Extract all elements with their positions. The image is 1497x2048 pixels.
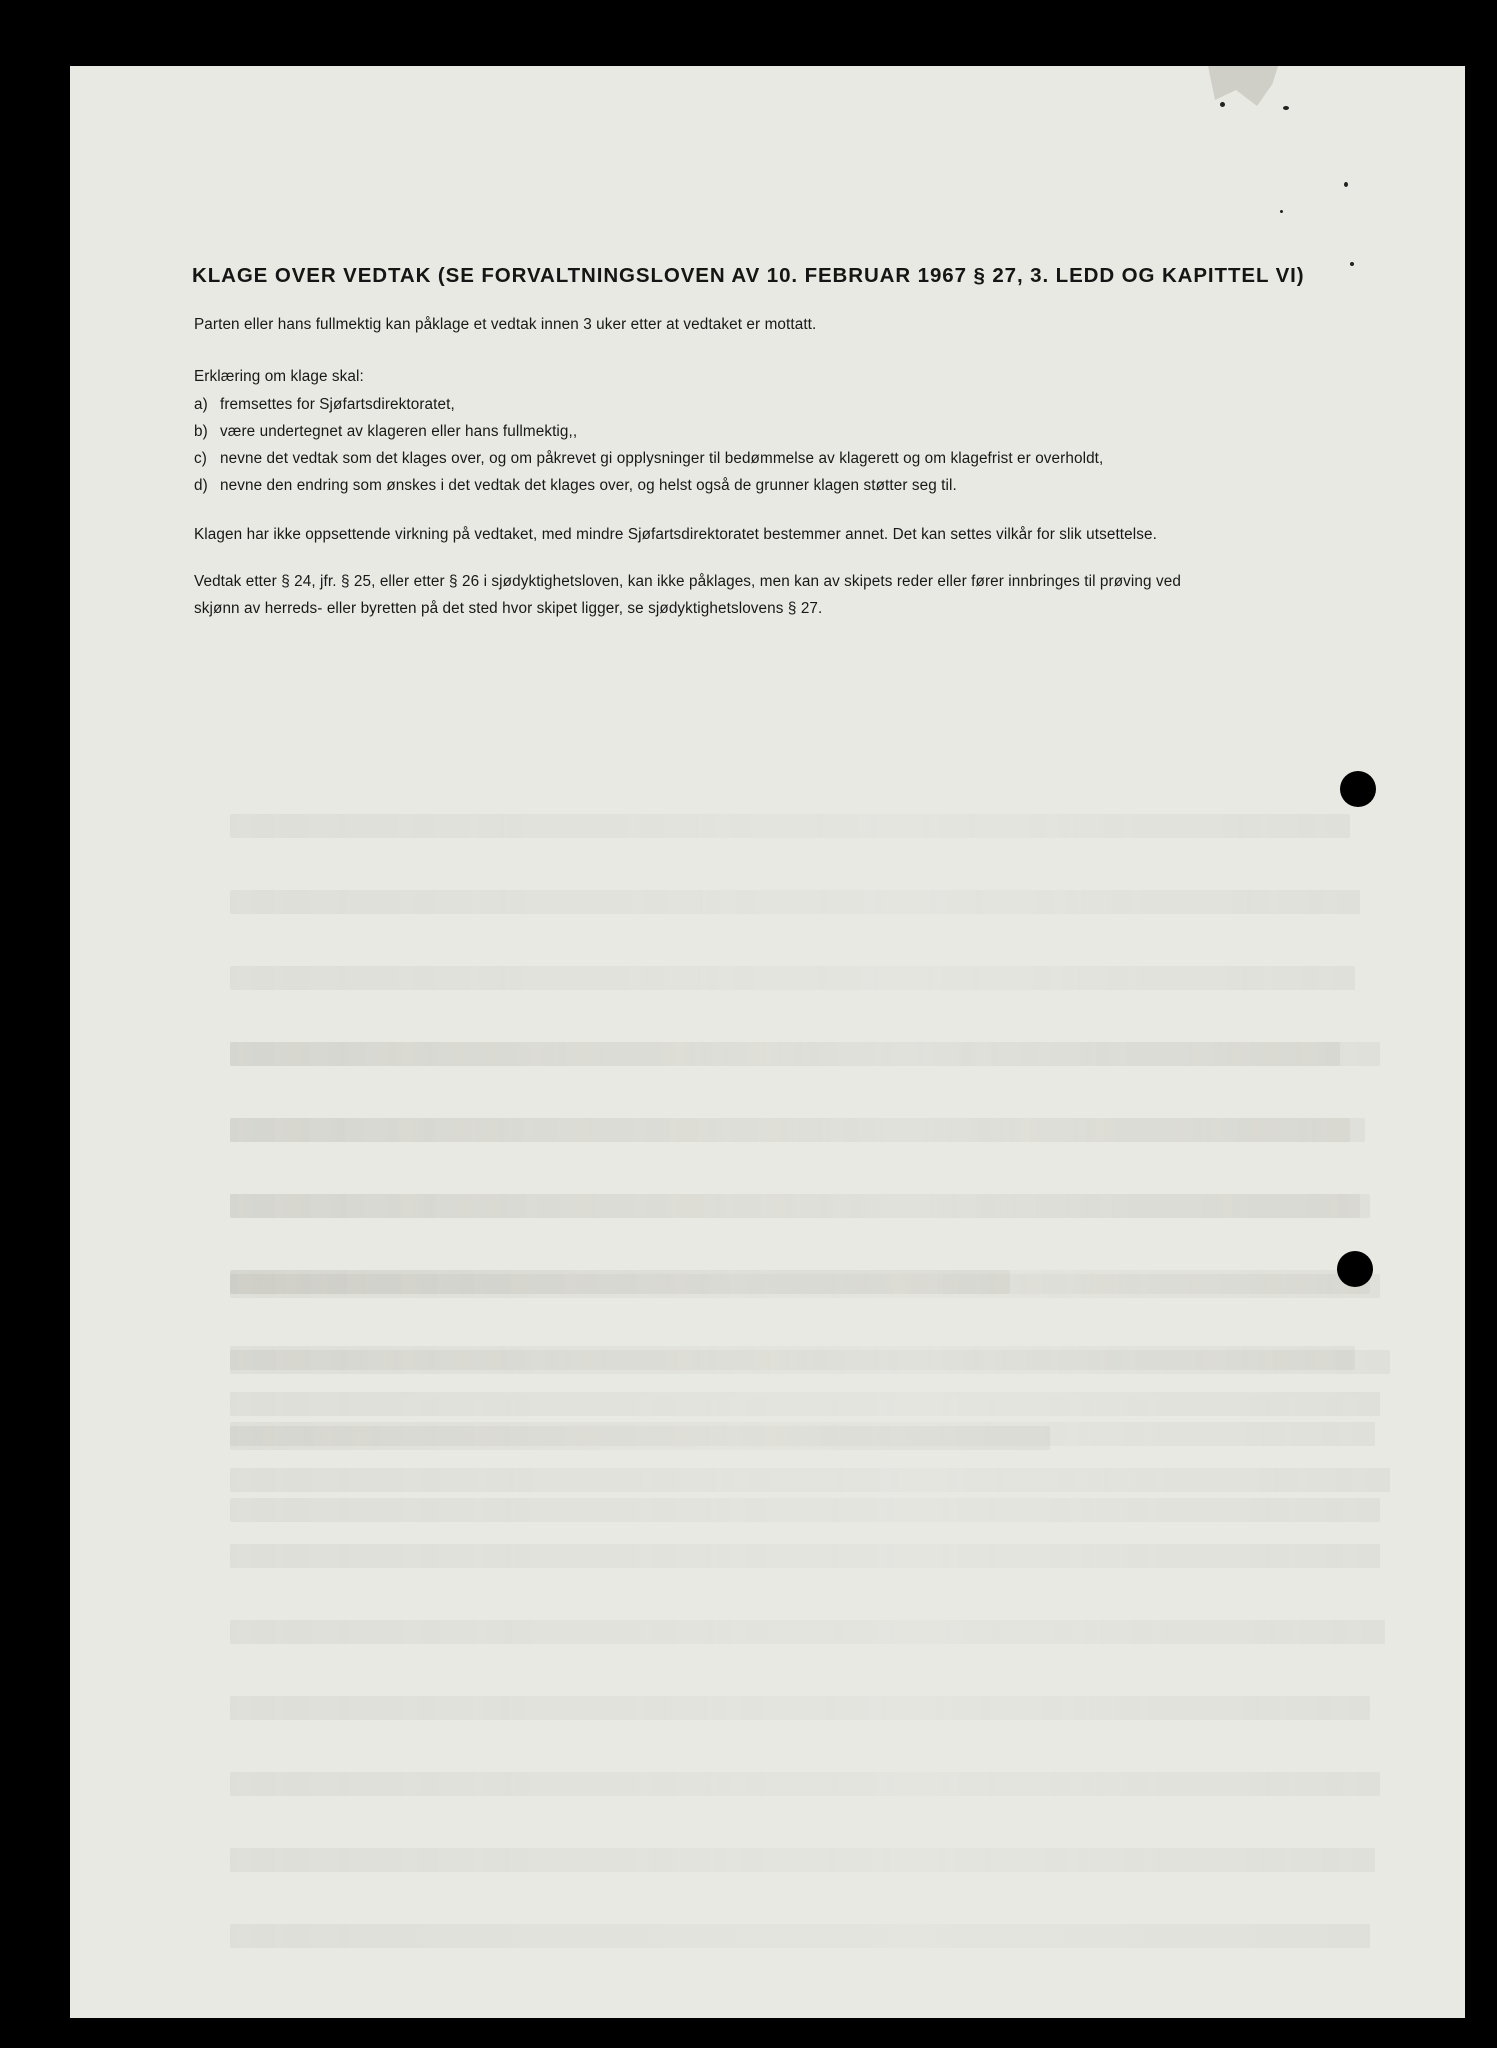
list-item-letter: d) xyxy=(194,477,208,494)
list-item-letter: a) xyxy=(194,396,208,413)
speck xyxy=(1220,102,1225,107)
list-item-text: fremsettes for Sjøfartsdirektoratet, xyxy=(220,396,455,413)
list-item xyxy=(194,423,577,441)
speck xyxy=(1350,262,1354,266)
torn-corner xyxy=(1208,66,1278,106)
list-item xyxy=(194,450,1103,468)
list-item-text: nevne den endring som ønskes i det vedtak det klages over, og helst også de grunner klagen støtter seg til. xyxy=(220,477,957,494)
declaration-label: Erklæring om klage skal: xyxy=(194,368,364,385)
bleed-through-text xyxy=(230,1344,1460,2000)
list-item xyxy=(194,477,957,495)
list-item-text: nevne det vedtak som det klages over, og om påkrevet gi opplysninger til bedømmelse av klagerett og om klagefrist er overholdt, xyxy=(220,450,1104,467)
speck xyxy=(1283,106,1289,110)
court-paragraph-line-2: skjønn av herreds- eller byretten på det sted hvor skipet ligger, se sjødyktighetslovens § 27. xyxy=(194,600,823,617)
punch-hole xyxy=(1337,1251,1373,1287)
punch-hole xyxy=(1340,771,1376,807)
list-item-letter: b) xyxy=(194,423,208,440)
effect-paragraph: Klagen har ikke oppsettende virkning på vedtaket, med mindre Sjøfartsdirektoratet bestemmer annet. Det kan settes vilkår for slik utsettelse. xyxy=(194,526,1157,543)
speck xyxy=(1344,182,1348,187)
list-item-text: være undertegnet av klageren eller hans fullmektig,, xyxy=(220,423,578,440)
court-paragraph-line-1: Vedtak etter § 24, jfr. § 25, eller etter § 26 i sjødyktighetsloven, kan ikke påklages, men kan av skipets reder eller fører innbringes til prøving ved xyxy=(194,573,1181,590)
list-item-letter: c) xyxy=(194,450,207,467)
document-page xyxy=(70,66,1465,2018)
speck xyxy=(1280,210,1283,213)
intro-paragraph: Parten eller hans fullmektig kan påklage et vedtak innen 3 uker etter at vedtaket er mottatt. xyxy=(194,316,817,333)
list-item xyxy=(194,396,455,414)
document-heading: KLAGE OVER VEDTAK (SE FORVALTNINGSLOVEN AV 10. FEBRUAR 1967 § 27, 3. LEDD OG KAPITTEL VI) xyxy=(192,264,1305,287)
